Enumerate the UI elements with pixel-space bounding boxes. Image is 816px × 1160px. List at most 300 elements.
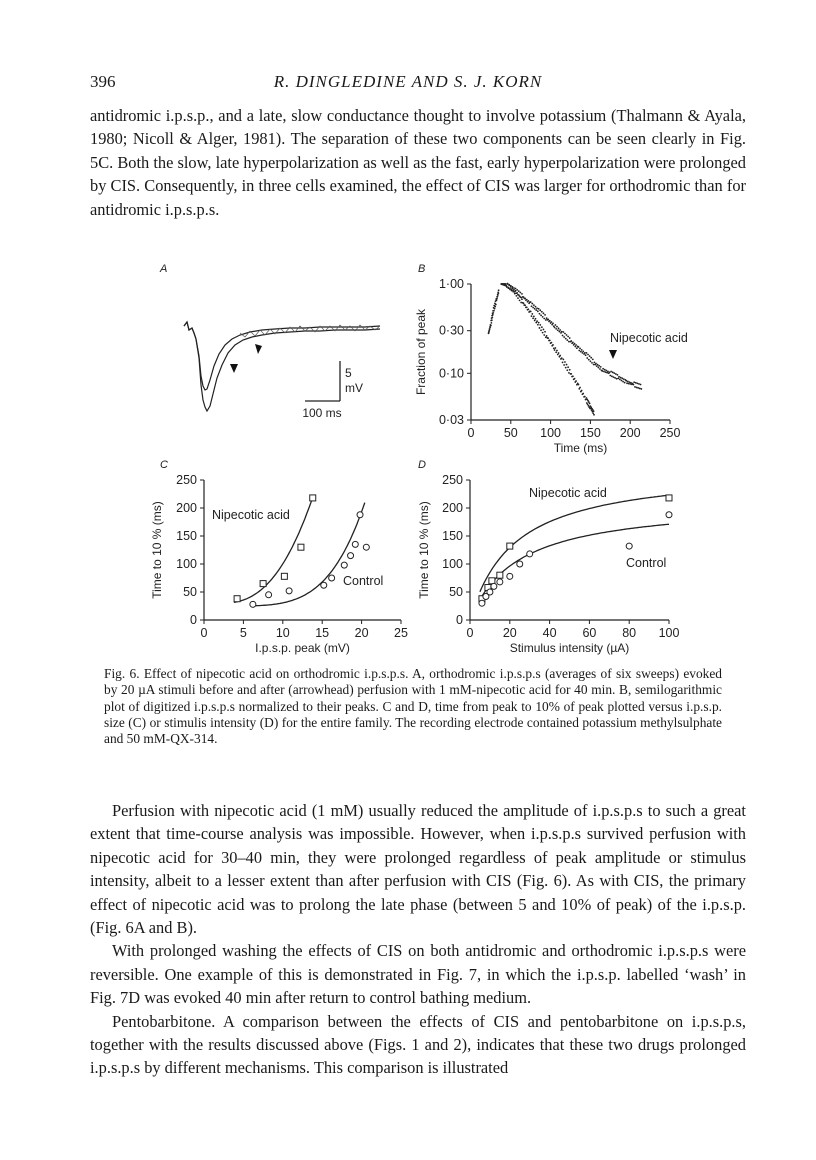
data-point-dot: [605, 370, 607, 372]
panel-letter-c: C: [160, 459, 168, 471]
data-point-dot: [635, 382, 637, 384]
data-point-dot: [621, 377, 623, 379]
data-point-dot: [521, 293, 523, 295]
data-point-dot: [570, 373, 572, 375]
data-point-dot: [539, 327, 541, 329]
data-point-dot: [543, 329, 545, 331]
data-point-dot: [561, 331, 563, 333]
data-point-dot: [513, 287, 515, 289]
data-point-dot: [527, 300, 529, 302]
data-point-dot: [611, 375, 613, 377]
y-tick-label: 50: [183, 585, 197, 599]
arrowhead-right: [255, 344, 262, 354]
data-point-dot: [570, 340, 572, 342]
data-point-dot: [625, 380, 627, 382]
data-point-circle: [352, 541, 358, 547]
page-number: 396: [90, 72, 116, 91]
data-point-square: [666, 495, 672, 501]
data-point-dot: [521, 298, 523, 300]
y-tick-label: 0·10: [438, 366, 464, 381]
data-point-dot: [489, 326, 491, 328]
data-point-dot: [637, 387, 639, 389]
data-point-dot: [491, 319, 493, 321]
data-point-dot: [603, 371, 605, 373]
data-point-dot: [494, 306, 496, 308]
data-point-dot: [563, 364, 565, 366]
panel-c-chart: [150, 473, 408, 655]
data-point-dot: [623, 378, 625, 380]
data-point-dot: [593, 410, 595, 412]
data-point-circle: [497, 579, 503, 585]
data-point-dot: [598, 365, 600, 367]
data-point-dot: [575, 380, 577, 382]
data-point-square: [281, 573, 287, 579]
data-point-dot: [593, 414, 595, 416]
data-point-dot: [615, 373, 617, 375]
data-point-dot: [524, 304, 526, 306]
panel-letter-d: D: [418, 459, 426, 471]
data-point-dot: [536, 320, 538, 322]
data-point-dot: [593, 364, 595, 366]
data-point-dot: [639, 388, 641, 390]
data-point-dot: [541, 326, 543, 328]
x-axis-label: Time (ms): [553, 441, 608, 455]
data-point-dot: [555, 328, 557, 330]
data-point-dot: [597, 367, 599, 369]
y-tick-label: 150: [442, 529, 463, 543]
paragraph-text: antidromic i.p.s.p., and a late, slow conductance thought to involve potassium (Thalmann & Ayala, 1980; Nicoll & Alger, 1981). The separation of these two components can be seen clearly in Fig. 5C. Both the slow, late hyperpolarization as well as the fast, early hyperpolarization were prolonged by CIS. Consequently, in three cells examined, the effect of CIS was larger for orthodromic than for antidromic i.p.s.p.s.: [90, 106, 746, 219]
data-point-dot: [530, 301, 532, 303]
data-point-dot: [545, 319, 547, 321]
data-point-dot: [559, 355, 561, 357]
data-point-dot: [579, 347, 581, 349]
scale-v-unit: mV: [345, 381, 363, 395]
data-point-dot: [604, 369, 606, 371]
x-tick-label: 250: [659, 426, 681, 440]
data-point-dot: [569, 337, 571, 339]
data-point-dot: [609, 375, 611, 377]
data-point-dot: [581, 349, 583, 351]
data-point-dot: [537, 310, 539, 312]
data-point-dot: [508, 285, 510, 287]
data-point-dot: [494, 308, 496, 310]
data-point-dot: [585, 354, 587, 356]
scale-t-label: 100 ms: [302, 406, 342, 420]
arrowhead-left: [230, 364, 238, 373]
data-point-circle: [527, 551, 533, 557]
series-label-control: Control: [343, 574, 384, 588]
panel-a-traces: [184, 322, 380, 420]
data-point-dot: [552, 322, 554, 324]
data-point-dot: [539, 313, 541, 315]
x-tick-label: 0: [467, 426, 475, 440]
data-point-dot: [497, 294, 499, 296]
data-point-dot: [547, 337, 549, 339]
data-point-dot: [512, 291, 514, 293]
panel-b-chart: [414, 277, 688, 455]
data-point-dot: [613, 376, 615, 378]
data-point-dot: [562, 331, 564, 333]
data-point-dot: [587, 354, 589, 356]
data-point-dot: [579, 387, 581, 389]
data-point-dot: [517, 297, 519, 299]
data-point-dot: [496, 298, 498, 300]
data-point-circle: [363, 544, 369, 550]
data-point-dot: [612, 371, 614, 373]
data-point-dot: [544, 331, 546, 333]
data-point-dot: [543, 318, 545, 320]
data-point-dot: [636, 387, 638, 389]
data-point-dot: [535, 309, 537, 311]
data-point-dot: [549, 320, 551, 322]
data-point-dot: [578, 346, 580, 348]
data-point-dot: [600, 366, 602, 368]
data-point-circle: [666, 512, 672, 518]
figure-caption: Fig. 6. Effect of nipecotic acid on orthodromic i.p.s.p.s. A, orthodromic i.p.s.p.s (averages of six sweeps) evoked by 20 µA stimuli before and after (arrowhead) perfusion with 1 mM-nipecotic acid for 40 min. B, semilogarithmic plot of digitized i.p.s.p.s normalized to their peaks. C and D, time from peak to 10% of peak plotted versus i.p.s.p. size (C) or stimulis intensity (D) for the entire family. The recording electrode contained potassium methylsulphate and 50 mM-QX-314.: [104, 666, 722, 747]
data-point-dot: [510, 286, 512, 288]
data-point-dot: [640, 388, 642, 390]
data-point-dot: [632, 384, 634, 386]
data-point-dot: [619, 379, 621, 381]
x-tick-label: 50: [503, 426, 518, 440]
data-point-dot: [507, 283, 509, 285]
data-point-dot: [534, 320, 536, 322]
data-point-dot: [540, 314, 542, 316]
y-tick-label: 50: [449, 585, 463, 599]
data-point-dot: [489, 328, 491, 330]
paragraph-3: Pentobarbitone. A comparison between the effects of CIS and pentobarbitone on i.p.s.p.s, together with the results discussed above (Figs. 1 and 2), indicates that these two drugs prolonged i.p.s.p.s by different mechanisms. This comparison is illustrated: [90, 1011, 746, 1078]
data-point-dot: [514, 293, 516, 295]
x-tick-label: 5: [239, 626, 247, 640]
data-point-square: [234, 596, 240, 602]
data-point-dot: [538, 308, 540, 310]
data-point-dot: [616, 378, 618, 380]
data-point-dot: [530, 311, 532, 313]
y-axis-label: Time to 10 % (ms): [417, 501, 431, 599]
data-point-circle: [517, 561, 523, 567]
paragraph-1: Perfusion with nipecotic acid (1 mM) usually reduced the amplitude of i.p.s.p.s to such a great extent that time-course analysis was impossible. However, when i.p.s.p.s survived perfusion with nipecotic acid for 30–40 min, they were prolonged regardless of peak amplitude or stimulus intensity, albeit to a lesser extent than after perfusion with CIS (Fig. 6). As with CIS, the primary effect of nipecotic acid was to prolong the late phase (between 5 and 10% of peak) of the i.p.s.p. (Fig. 6A and B).: [90, 801, 746, 938]
data-point-square: [507, 543, 513, 549]
data-point-dot: [541, 311, 543, 313]
data-point-dot: [516, 292, 518, 294]
data-point-square: [497, 572, 503, 578]
data-point-circle: [321, 582, 327, 588]
data-point-dot: [617, 374, 619, 376]
data-point-dot: [640, 384, 642, 386]
data-point-dot: [556, 350, 558, 352]
panel-letter-b: B: [418, 263, 426, 275]
data-point-circle: [357, 512, 363, 518]
data-point-dot: [535, 318, 537, 320]
data-point-dot: [493, 310, 495, 312]
data-point-circle: [341, 562, 347, 568]
data-point-dot: [582, 393, 584, 395]
data-point-dot: [524, 297, 526, 299]
data-point-dot: [574, 346, 576, 348]
data-point-dot: [634, 386, 636, 388]
data-point-dot: [543, 312, 545, 314]
data-point-dot: [589, 403, 591, 405]
data-point-square: [298, 544, 304, 550]
data-point-dot: [586, 352, 588, 354]
data-point-dot: [617, 377, 619, 379]
data-point-dot: [597, 364, 599, 366]
data-point-dot: [588, 359, 590, 361]
data-point-dot: [614, 377, 616, 379]
data-point-dot: [564, 333, 566, 335]
y-tick-label: 100: [176, 557, 197, 571]
data-point-dot: [546, 335, 548, 337]
panel-d-chart: [417, 473, 679, 655]
data-point-dot: [592, 412, 594, 414]
data-point-dot: [490, 322, 492, 324]
data-point-circle: [286, 588, 292, 594]
data-point-square: [310, 495, 316, 501]
data-point-dot: [567, 336, 569, 338]
data-point-dot: [591, 362, 593, 364]
data-point-dot: [526, 306, 528, 308]
data-point-circle: [266, 592, 272, 598]
data-point-dot: [568, 341, 570, 343]
data-point-dot: [566, 339, 568, 341]
data-point-dot: [595, 363, 597, 365]
scale-v-value: 5: [345, 366, 352, 380]
data-point-dot: [553, 347, 555, 349]
paragraph-2: With prolonged washing the effects of CIS on both antidromic and orthodromic i.p.s.p.s were reversible. One example of this is demonstrated in Fig. 7, in which the i.p.s.p. labelled ‘wash’ in Fig. 7D was evoked 40 min after return to control bathing medium.: [90, 941, 746, 1008]
data-point-dot: [561, 357, 563, 359]
x-axis-label: I.p.s.p. peak (mV): [255, 641, 350, 655]
data-point-square: [489, 578, 495, 584]
annotation-arrowhead: [609, 350, 617, 359]
data-point-dot: [565, 367, 567, 369]
y-tick-label: 0·30: [438, 323, 464, 338]
data-point-square: [260, 581, 266, 587]
data-point-dot: [556, 326, 558, 328]
data-point-dot: [508, 287, 510, 289]
data-point-dot: [554, 349, 556, 351]
data-point-dot: [590, 357, 592, 359]
data-point-dot: [578, 384, 580, 386]
running-title: R. DINGLEDINE AND S. J. KORN: [273, 72, 543, 91]
data-point-dot: [511, 287, 513, 289]
data-point-dot: [552, 344, 554, 346]
x-tick-label: 0: [200, 626, 208, 640]
data-point-dot: [562, 359, 564, 361]
x-axis-label: Stimulus intensity (µA): [509, 641, 630, 655]
data-point-dot: [495, 304, 497, 306]
y-tick-label: 150: [176, 529, 197, 543]
data-point-dot: [565, 338, 567, 340]
data-point-dot: [624, 382, 626, 384]
data-point-dot: [638, 383, 640, 385]
data-point-dot: [607, 371, 609, 373]
data-point-dot: [563, 336, 565, 338]
data-point-dot: [558, 327, 560, 329]
data-point-dot: [538, 322, 540, 324]
data-point-dot: [586, 357, 588, 359]
x-tick-label: 80: [622, 626, 637, 640]
data-point-dot: [574, 378, 576, 380]
annotation-nipecotic-acid: Nipecotic acid: [610, 331, 688, 345]
data-point-dot: [539, 309, 541, 311]
data-point-dot: [540, 329, 542, 331]
bottom-paragraphs: [90, 799, 746, 1080]
data-point-dot: [605, 371, 607, 373]
y-tick-label: 250: [176, 473, 197, 487]
data-point-circle: [479, 600, 485, 606]
data-point-dot: [515, 290, 517, 292]
data-point-dot: [584, 396, 586, 398]
data-point-dot: [582, 350, 584, 352]
data-point-dot: [531, 303, 533, 305]
data-point-dot: [593, 361, 595, 363]
data-point-dot: [562, 361, 564, 363]
data-point-dot: [576, 347, 578, 349]
data-point-dot: [628, 383, 630, 385]
data-point-dot: [627, 381, 629, 383]
data-point-dot: [543, 334, 545, 336]
data-point-dot: [532, 317, 534, 319]
data-point-dot: [513, 289, 515, 291]
data-point-dot: [569, 369, 571, 371]
data-point-dot: [511, 290, 513, 292]
data-point-dot: [492, 312, 494, 314]
data-point-dot: [516, 289, 518, 291]
data-point-dot: [566, 334, 568, 336]
x-tick-label: 25: [394, 626, 408, 640]
data-point-dot: [629, 381, 631, 383]
data-point-dot: [509, 289, 511, 291]
data-point-dot: [550, 342, 552, 344]
data-point-dot: [515, 288, 517, 290]
y-tick-label: 200: [176, 501, 197, 515]
data-point-dot: [497, 292, 499, 294]
data-point-circle: [507, 573, 513, 579]
y-tick-label: 1·00: [438, 277, 464, 291]
data-point-circle: [250, 601, 256, 607]
data-point-dot: [592, 358, 594, 360]
data-point-dot: [566, 364, 568, 366]
data-point-dot: [550, 321, 552, 323]
data-point-dot: [584, 352, 586, 354]
data-point-dot: [618, 376, 620, 378]
data-point-dot: [519, 292, 521, 294]
data-point-dot: [518, 290, 520, 292]
data-point-circle: [348, 553, 354, 559]
y-tick-label: 0: [190, 613, 197, 627]
data-point-dot: [580, 351, 582, 353]
data-point-dot: [636, 382, 638, 384]
x-tick-label: 15: [315, 626, 330, 640]
data-point-dot: [519, 299, 521, 301]
data-point-dot: [539, 324, 541, 326]
data-point-dot: [520, 302, 522, 304]
data-point-dot: [574, 343, 576, 345]
data-point-dot: [557, 329, 559, 331]
data-point-dot: [589, 355, 591, 357]
series-label-control: Control: [626, 556, 667, 570]
data-point-dot: [497, 296, 499, 298]
data-point-dot: [554, 324, 556, 326]
y-tick-label: 0·03: [438, 413, 464, 427]
data-point-dot: [581, 390, 583, 392]
x-tick-label: 40: [542, 626, 557, 640]
data-point-dot: [547, 319, 549, 321]
data-point-dot: [613, 372, 615, 374]
data-point-dot: [526, 299, 528, 301]
series-label-nipecotic-acid: Nipecotic acid: [529, 486, 607, 500]
data-point-dot: [572, 341, 574, 343]
data-point-dot: [531, 315, 533, 317]
data-point-dot: [599, 368, 601, 370]
data-point-dot: [532, 307, 534, 309]
x-tick-label: 150: [579, 426, 601, 440]
x-tick-label: 10: [275, 626, 290, 640]
data-point-dot: [555, 351, 557, 353]
data-point-dot: [519, 296, 521, 298]
data-point-dot: [536, 307, 538, 309]
data-point-dot: [533, 315, 535, 317]
x-tick-label: 100: [658, 626, 680, 640]
data-point-dot: [535, 306, 537, 308]
y-tick-label: 200: [442, 501, 463, 515]
data-point-dot: [491, 317, 493, 319]
data-point-dot: [602, 368, 604, 370]
data-point-dot: [554, 327, 556, 329]
data-point-dot: [559, 329, 561, 331]
x-tick-label: 100: [540, 426, 562, 440]
data-point-dot: [531, 305, 533, 307]
x-tick-label: 0: [466, 626, 474, 640]
data-point-dot: [590, 360, 592, 362]
data-point-dot: [534, 308, 536, 310]
data-point-dot: [562, 335, 564, 337]
data-point-dot: [537, 324, 539, 326]
data-point-dot: [498, 289, 500, 291]
x-tick-label: 20: [354, 626, 369, 640]
data-point-dot: [544, 314, 546, 316]
data-point-dot: [622, 381, 624, 383]
data-point-dot: [546, 317, 548, 319]
data-point-dot: [572, 375, 574, 377]
data-point-dot: [542, 332, 544, 334]
data-point-circle: [491, 583, 497, 589]
data-point-dot: [633, 381, 635, 383]
data-point-dot: [506, 286, 508, 288]
data-point-dot: [564, 361, 566, 363]
x-tick-label: 60: [582, 626, 597, 640]
data-point-dot: [621, 380, 623, 382]
data-point-dot: [567, 366, 569, 368]
data-point-dot: [531, 313, 533, 315]
x-tick-label: 200: [619, 426, 641, 440]
data-point-dot: [490, 325, 492, 327]
data-point-dot: [566, 369, 568, 371]
data-point-dot: [533, 304, 535, 306]
data-point-dot: [558, 352, 560, 354]
y-tick-label: 250: [442, 473, 463, 487]
data-point-dot: [542, 316, 544, 318]
data-point-dot: [610, 371, 612, 373]
data-point-dot: [601, 370, 603, 372]
data-point-dot: [518, 294, 520, 296]
data-point-circle: [329, 575, 335, 581]
data-point-dot: [626, 382, 628, 384]
y-axis-label: Time to 10 % (ms): [150, 501, 164, 599]
data-point-circle: [487, 589, 493, 595]
data-point-circle: [626, 543, 632, 549]
y-tick-label: 0: [456, 613, 463, 627]
